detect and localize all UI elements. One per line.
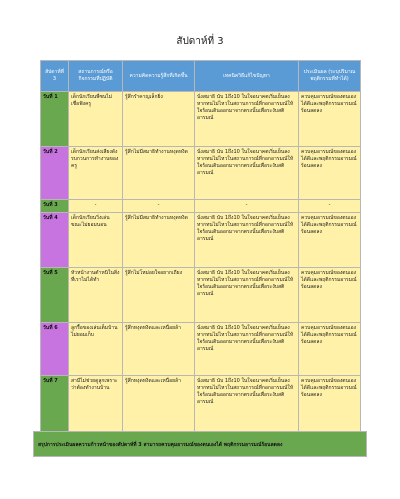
evaluation-cell: ควบคุมอารมณ์ของตนเองได้ดีและพฤติกรรมอารมณ์ร้อนลดลง — [299, 92, 361, 147]
feeling-cell: รู้สึกไม่มีสมาธิทำงานหงุดหงิด — [123, 147, 195, 200]
table-row — [41, 213, 361, 268]
feeling-cell: รู้สึกไม่มีสมาธิทำงานหงุดหงิด — [123, 213, 195, 268]
evaluation-cell: ควบคุมอารมณ์ของตนเองได้ดีและพฤติกรรมอารมณ์ร้อนลดลง — [299, 147, 361, 200]
activity-cell: สามีไม่ช่วยดูลูกเพราะว่าต้องทำงานบ้าน — [69, 376, 123, 435]
technique-cell: นั่งสมาธิ นับ 1ถึง10 ในใจอนาคตเริ่มเย็นลง หากทนไม่ไหวในสถานการณ์ที่กอกอารมณ์ให้ใจร้อนเดินออกมาจากตรงนั้นเพื่อระงับสติอารมณ์ — [195, 92, 299, 147]
activity-cell: เด็กนักเรียนวิ่งเล่นขณะไม่ยอมนอน — [69, 213, 123, 268]
evaluation-cell: - — [299, 200, 361, 213]
day-cell: วันที่ 6 — [41, 323, 69, 376]
weekly-table — [40, 60, 361, 435]
day-cell: วันที่ 3 — [41, 200, 69, 213]
technique-cell: - — [195, 200, 299, 213]
day-cell: วันที่ 5 — [41, 268, 69, 323]
page-title: สัปดาห์ที่ 3 — [176, 36, 224, 47]
evaluation-cell: ควบคุมอารมณ์ของตนเองได้ดีและพฤติกรรมอารมณ์ร้อนลดลง — [299, 376, 361, 435]
header-activity: สถานการณ์หรือกิจกรรมที่ปฏิบัติ — [69, 61, 123, 92]
evaluation-cell: ควบคุมอารมณ์ของตนเองได้ดีและพฤติกรรมอารมณ์ร้อนลดลง — [299, 323, 361, 376]
header-week: สัปดาห์ที่ 3 — [41, 61, 69, 92]
summary-box: สรุปการประเมินผลความก้าวหน้าของสัปดาห์ที่ 3 สามารถควบคุมอารมณ์ของตนเองได้ พฤติกรรมอารมณ์ร้อนลดลง — [33, 431, 367, 457]
feeling-cell: รู้สึกหงุดหงิดและเหนื่อยล้า — [123, 323, 195, 376]
activity-cell: เด็กนักเรียนส่งเสียงดังรบกวนการทำงานของครู — [69, 147, 123, 200]
table-row — [41, 323, 361, 376]
feeling-cell: - — [123, 200, 195, 213]
table-row — [41, 200, 361, 213]
technique-cell: นั่งสมาธิ นับ 1ถึง10 ในใจอนาคตเริ่มเย็นลง หากทนไม่ไหวในสถานการณ์ที่กอกอารมณ์ให้ใจร้อนเดินออกมาจากตรงนั้นเพื่อระงับสติอารมณ์ — [195, 376, 299, 435]
feeling-cell: รู้สึกไม่โหม่อยใจอยากเถียง — [123, 268, 195, 323]
activity-cell: - — [69, 200, 123, 213]
technique-cell: นั่งสมาธิ นับ 1ถึง10 ในใจอนาคตเริ่มเย็นลง หากทนไม่ไหวในสถานการณ์ที่กอกอารมณ์ให้ใจร้อนเดินออกมาจากตรงนั้นเพื่อระงับสติอารมณ์ — [195, 323, 299, 376]
technique-cell: นั่งสมาธิ นับ 1ถึง10 ในใจอนาคตเริ่มเย็นลง หากทนไม่ไหวในสถานการณ์ที่กอกอารมณ์ให้ใจร้อนเดินออกมาจากตรงนั้นเพื่อระงับสติอารมณ์ — [195, 268, 299, 323]
table-row — [41, 147, 361, 200]
activity-cell: หัวหน้างานตำหนิในสิ่งที่เราไม่ได้ทำ — [69, 268, 123, 323]
technique-cell: นั่งสมาธิ นับ 1ถึง10 ในใจอนาคตเริ่มเย็นลง หากทนไม่ไหวในสถานการณ์ที่กอกอารมณ์ให้ใจร้อนเดินออกมาจากตรงนั้นเพื่อระงับสติอารมณ์ — [195, 213, 299, 268]
activity-cell: ลูกรื้อของเล่นเต็มบ้านไม่ยอมเก็บ — [69, 323, 123, 376]
day-cell: วันที่ 2 — [41, 147, 69, 200]
feeling-cell: รู้สึกรำคาญเล็กยิ่ง — [123, 92, 195, 147]
evaluation-cell: ควบคุมอารมณ์ของตนเองได้ดีและพฤติกรรมอารมณ์ร้อนลดลง — [299, 213, 361, 268]
feeling-cell: รู้สึกหงุดหงิดและเหนื่อยล้า — [123, 376, 195, 435]
table-row — [41, 92, 361, 147]
day-cell: วันที่ 4 — [41, 213, 69, 268]
day-cell: วันที่ 7 — [41, 376, 69, 435]
day-cell: วันที่ 1 — [41, 92, 69, 147]
header-technique: เทคนิควิธีแก้ไขปัญหา — [195, 61, 299, 92]
header-evaluation: ประเมินผล (ระบุปริมาณพฤติกรรมที่ทำได้) — [299, 61, 361, 92]
header-feeling: ความคิดความรู้สึกที่เกิดขึ้น — [123, 61, 195, 92]
evaluation-cell: ควบคุมอารมณ์ของตนเองได้ดีและพฤติกรรมอารมณ์ร้อนลดลง — [299, 268, 361, 323]
activity-cell: เด็กนักเรียนพี่ซนไม่เชื่อฟังครู — [69, 92, 123, 147]
technique-cell: นั่งสมาธิ นับ 1ถึง10 ในใจอนาคตเริ่มเย็นลง หากทนไม่ไหวในสถานการณ์ที่กอกอารมณ์ให้ใจร้อนเดินออกมาจากตรงนั้นเพื่อระงับสติอารมณ์ — [195, 147, 299, 200]
table-row — [41, 268, 361, 323]
table-row — [41, 376, 361, 435]
table-header-row — [41, 61, 361, 92]
